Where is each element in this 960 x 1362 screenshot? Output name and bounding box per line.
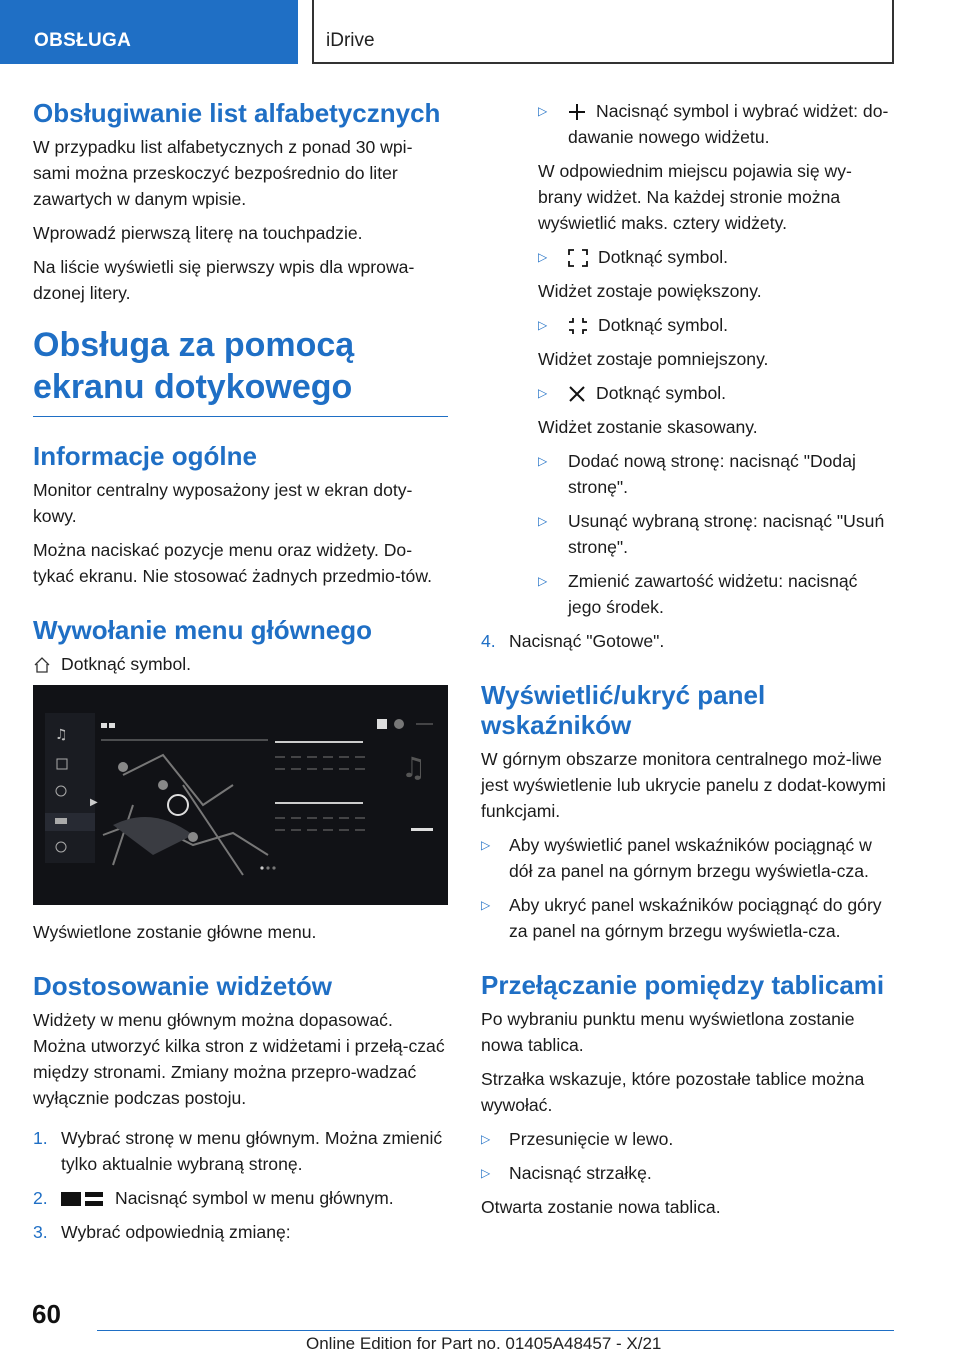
general-paragraph: Monitor centralny wyposażony jest w ekran doty-kowy. — [33, 480, 413, 526]
step-text: Wybrać odpowiednią zmianę: — [61, 1222, 291, 1242]
sub-note: W odpowiednim miejscu pojawia się wy-brany widżet. Na każdej stronie można wyświetlić maks. cztery widżety. — [538, 161, 852, 233]
footer-edition: Online Edition for Part no. 01405A48457 - X/21 — [306, 1334, 662, 1353]
switch-paragraph: Otwarta zostanie nowa tablica. — [481, 1197, 721, 1217]
chapter-header — [312, 0, 894, 64]
widget-edit-icon — [61, 1189, 105, 1209]
sub-item-text: Dodać nową stronę: nacisnąć "Dodaj stronę". — [568, 451, 856, 497]
sub-item — [538, 98, 891, 150]
menu-step — [33, 651, 448, 677]
menu-step-text: Dotknąć symbol. — [61, 654, 192, 674]
step-number: 4. — [481, 631, 496, 651]
triangle-bullet-icon: ▷ — [538, 318, 548, 332]
menu-result: Wyświetlone zostanie główne menu. — [33, 922, 317, 942]
sub-item-text: Usunąć wybraną stronę: nacisnąć "Usuń stronę". — [568, 511, 885, 557]
menu-heading: Wywołanie menu głównego — [33, 615, 372, 645]
triangle-bullet-icon: ▷ — [538, 454, 548, 468]
sub-note: Widżet zostaje powiększony. — [538, 281, 762, 301]
triangle-bullet-icon: ▷ — [538, 250, 548, 264]
sub-item — [538, 508, 891, 560]
triangle-bullet-icon: ▷ — [538, 386, 548, 400]
footer-divider — [97, 1330, 894, 1331]
close-icon — [568, 385, 586, 403]
triangle-bullet-icon: ▷ — [538, 104, 548, 118]
step-number: 1. — [33, 1128, 48, 1148]
bullet-text: Nacisnąć strzałkę. — [509, 1163, 652, 1183]
section-tab — [0, 0, 298, 64]
step-item — [33, 1125, 448, 1177]
step-text: Wybrać stronę w menu głównym. Można zmienić tylko aktualnie wybraną stronę. — [61, 1128, 443, 1174]
sub-item — [538, 244, 891, 270]
general-paragraph: Można naciskać pozycje menu oraz widżety. Do-tykać ekranu. Nie stosować żadnych przedmio-tów. — [33, 540, 432, 586]
sub-item-text: Zmienić zawartość widżetu: nacisnąć jego środek. — [568, 571, 858, 617]
sub-item-text: Dotknąć symbol. — [598, 315, 729, 335]
triangle-bullet-icon: ▷ — [481, 1166, 491, 1180]
enlarge-icon — [568, 249, 588, 267]
triangle-bullet-icon: ▷ — [538, 574, 548, 588]
alpha-heading: Obsługiwanie list alfabetycznych — [33, 98, 441, 128]
widgets-heading: Dostosowanie widżetów — [33, 971, 333, 1001]
bullet-item — [481, 1160, 891, 1186]
section-label: OBSŁUGA — [34, 30, 132, 51]
step-item — [33, 1219, 448, 1245]
panel-paragraph: W górnym obszarze monitora centralnego moż-liwe jest wyświetlenie lub ukrycie panelu z dodat-kowymi funkcjami. — [481, 749, 886, 821]
home-icon — [33, 656, 51, 674]
sub-item-text: Nacisnąć symbol i wybrać widżet: do-dawanie nowego widżetu. — [568, 101, 889, 147]
sub-item — [538, 380, 891, 406]
touch-heading: Obsługa za pomocą ekranu dotykowego — [33, 326, 355, 406]
bullet-item — [481, 1126, 891, 1152]
triangle-bullet-icon: ▷ — [481, 838, 491, 852]
step-number: 2. — [33, 1188, 48, 1208]
bullet-text: Przesunięcie w lewo. — [509, 1129, 674, 1149]
svg-text:♫: ♫ — [401, 751, 427, 784]
left-column — [33, 98, 448, 1253]
svg-text:▶: ▶ — [90, 797, 98, 808]
switch-paragraph: Strzałka wskazuje, które pozostałe tablice można wywołać. — [481, 1069, 865, 1115]
bullet-item — [481, 832, 891, 884]
sub-item — [538, 312, 891, 338]
widgets-paragraph: Widżety w menu głównym można dopasować. Można utworzyć kilka stron z widżetami i przełą-czać między stronami. Zmiany można przepro-wadzać wyłącznie podczas postoju. — [33, 1010, 445, 1108]
step-number: 3. — [33, 1222, 48, 1242]
triangle-bullet-icon: ▷ — [481, 898, 491, 912]
triangle-bullet-icon: ▷ — [538, 514, 548, 528]
triangle-bullet-icon: ▷ — [481, 1132, 491, 1146]
sub-item-text: Dotknąć symbol. — [596, 383, 727, 403]
bullet-item — [481, 892, 891, 944]
step-item — [481, 628, 891, 654]
switch-heading: Przełączanie pomiędzy tablicami — [481, 970, 885, 1000]
touch-heading-block — [33, 324, 448, 417]
general-heading: Informacje ogólne — [33, 441, 257, 471]
step-item — [33, 1185, 448, 1211]
sub-note: Widżet zostanie skasowany. — [538, 417, 758, 437]
svg-text:♫: ♫ — [55, 727, 68, 743]
sub-item — [538, 448, 891, 500]
step-text: Nacisnąć symbol w menu głównym. — [115, 1188, 394, 1208]
alpha-paragraph: Wprowadź pierwszą literę na touchpadzie. — [33, 223, 363, 243]
main-menu-screenshot — [33, 685, 448, 905]
bullet-text: Aby wyświetlić panel wskaźników pociągnąć w dół za panel na górnym brzegu wyświetla-cza. — [509, 835, 872, 881]
switch-paragraph: Po wybraniu punktu menu wyświetlona zostanie nowa tablica. — [481, 1009, 855, 1055]
sub-item — [538, 568, 891, 620]
shrink-icon — [568, 317, 588, 335]
step-text: Nacisnąć "Gotowe". — [509, 631, 665, 651]
sub-item-text: Dotknąć symbol. — [598, 247, 729, 267]
right-column — [481, 98, 891, 1228]
plus-icon — [568, 103, 586, 121]
alpha-paragraph: W przypadku list alfabetycznych z ponad 30 wpi-sami można przeskoczyć bezpośrednio do liter zawartych w danym wpisie. — [33, 137, 413, 209]
alpha-paragraph: Na liście wyświetli się pierwszy wpis dla wprowa-dzonej litery. — [33, 257, 415, 303]
bullet-text: Aby ukryć panel wskaźników pociągnąć do góry za panel na górnym brzegu wyświetla-cza. — [509, 895, 882, 941]
chapter-title: iDrive — [326, 30, 375, 51]
page-number: 60 — [32, 1299, 61, 1329]
sub-note: Widżet zostaje pomniejszony. — [538, 349, 769, 369]
panel-heading: Wyświetlić/ukryć panel wskaźników — [481, 680, 766, 740]
